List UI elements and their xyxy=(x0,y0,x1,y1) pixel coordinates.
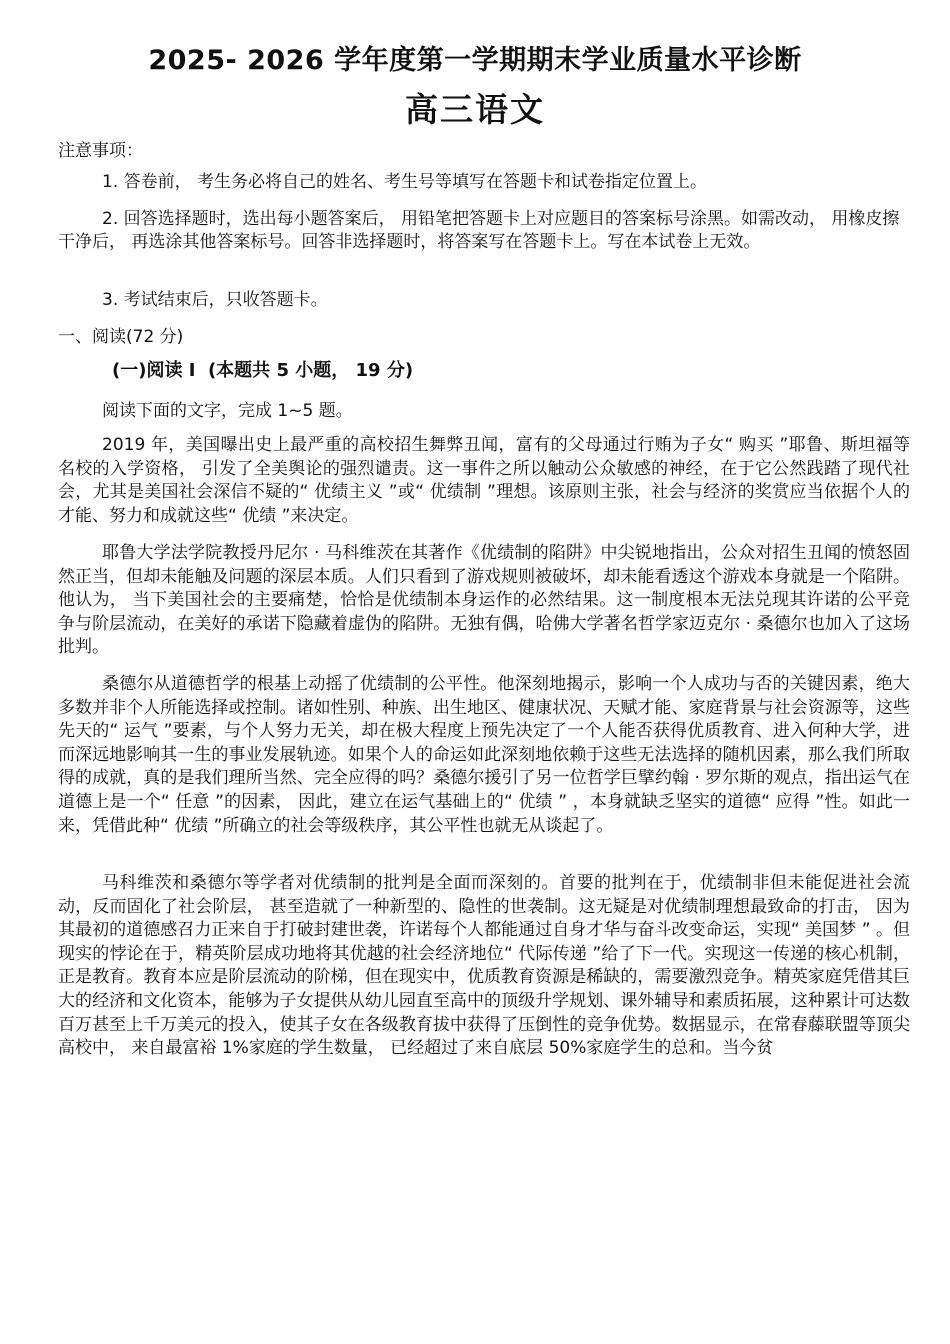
section-heading: 一、阅读(72 分) xyxy=(58,327,184,347)
notes-heading: 注意事项： xyxy=(58,141,143,161)
passage-paragraph-1: 2019 年，美国曝出史上最严重的高校招生舞弊丑闻，富有的父母通过行贿为子女“ 购买 ”耶鲁、斯坦福等名校的入学资格， 引发了全美舆论的强烈谴责。这一事件之所以触动公众敏感的神经，在于它公然践踏了现代社会，尤其是美国社会深信不疑的“ 优绩主义 ”或“ 优绩制 ”理想。该原则主张，社会与经济的奖赏应当依据个人的才能、努力和成就这些“ 优绩 ”来决定。 xyxy=(58,435,910,526)
note-item-1: 1. 答卷前， 考生务必将自己的姓名、考生号等填写在答题卡和试卷指定位置上。 xyxy=(102,172,708,192)
passage-paragraph-4: 马科维茨和桑德尔等学者对优绩制的批判是全面而深刻的。首要的批判在于，优绩制非但未能促进社会流动，反而固化了社会阶层， 甚至造就了一种新型的、隐性的世袭制。这无疑是对优绩制理想最致命的打击， 因为其最初的道德感召力正来自于打破封建世袭，许诺每个人都能通过自身才华与奋斗改变命运，实现“ 美国梦 ” 。但现实的悖论在于，精英阶层成功地将其优越的社会经济地位“ 代际传递 ”给了下一代。实现这一传递的核心机制，正是教育。教育本应是阶层流动的阶梯，但在现实中，优质教育资源是稀缺的，需要激烈竞争。精英家庭凭借其巨大的经济和文化资本，能够为子女提供从幼儿园直至高中的顶级升学规划、课外辅导和素质拓展，这种累计可达数百万甚至上千万美元的投入，使其子女在各级教育拔中获得了压倒性的竞争优势。数据显示，在常春藤联盟等顶尖高校中， 来自最富裕 1%家庭的学生数量， 已经超过了来自底层 50%家庭学生的总和。当今贫 xyxy=(58,873,910,1059)
exam-subject: 高三语文 xyxy=(405,90,545,129)
reading-instruction: 阅读下面的文字，完成 1~5 题。 xyxy=(102,401,353,421)
passage-paragraph-2: 耶鲁大学法学院教授丹尼尔 · 马科维茨在其著作《优绩制的陷阱》中尖锐地指出，公众对招生丑闻的愤怒固然正当，但却未能触及问题的深层本质。人们只看到了游戏规则被破坏，却未能看透这个游戏本身就是一个陷阱。他认为， 当下美国社会的主要痛楚，恰恰是优绩制本身运作的必然结果。这一制度根本无法兑现其许诺的公平竞争与阶层流动，在美好的承诺下隐藏着虚伪的陷阱。无独有偶，哈佛大学著名哲学家迈克尔 · 桑德尔也加入了这场批判。 xyxy=(58,543,910,658)
note-item-3: 3. 考试结束后，只收答题卡。 xyxy=(102,290,328,310)
exam-title: 2025- 2026 学年度第一学期期末学业质量水平诊断 xyxy=(148,45,802,76)
part-heading: (一)阅读 Ⅰ (本题共 5 小题， 19 分) xyxy=(112,360,414,381)
passage-paragraph-3: 桑德尔从道德哲学的根基上动摇了优绩制的公平性。他深刻地揭示，影响一个人成功与否的关键因素，绝大多数并非个人所能选择或控制。诸如性别、种族、出生地区、健康状况、天赋才能、家庭背景与社会资源等，这些先天的“ 运气 ”要素，与个人努力无关，却在极大程度上预先决定了一个人能否获得优质教育、进入何种大学，进而深远地影响其一生的事业发展轨迹。如果个人的命运如此深刻地依赖于这些无法选择的随机因素，那么我们所取得的成就，真的是我们理所当然、完全应得的吗？桑德尔援引了另一位哲学巨擘约翰 · 罗尔斯的观点，指出运气在道德上是一个“ 任意 ”的因素， 因此，建立在运气基础上的“ 优绩 ” ，本身就缺乏坚实的道德“ 应得 ”性。如此一来，凭借此种“ 优绩 ”所确立的社会等级秩序，其公平性也就无从谈起了。 xyxy=(58,674,910,836)
note-item-2: 2. 回答选择题时，选出每小题答案后， 用铅笔把答题卡上对应题目的答案标号涂黑。如需改动， 用橡皮擦干净后， 再选涂其他答案标号。回答非选择题时，将答案写在答题卡上。写在本试卷上无效。 xyxy=(58,209,900,252)
